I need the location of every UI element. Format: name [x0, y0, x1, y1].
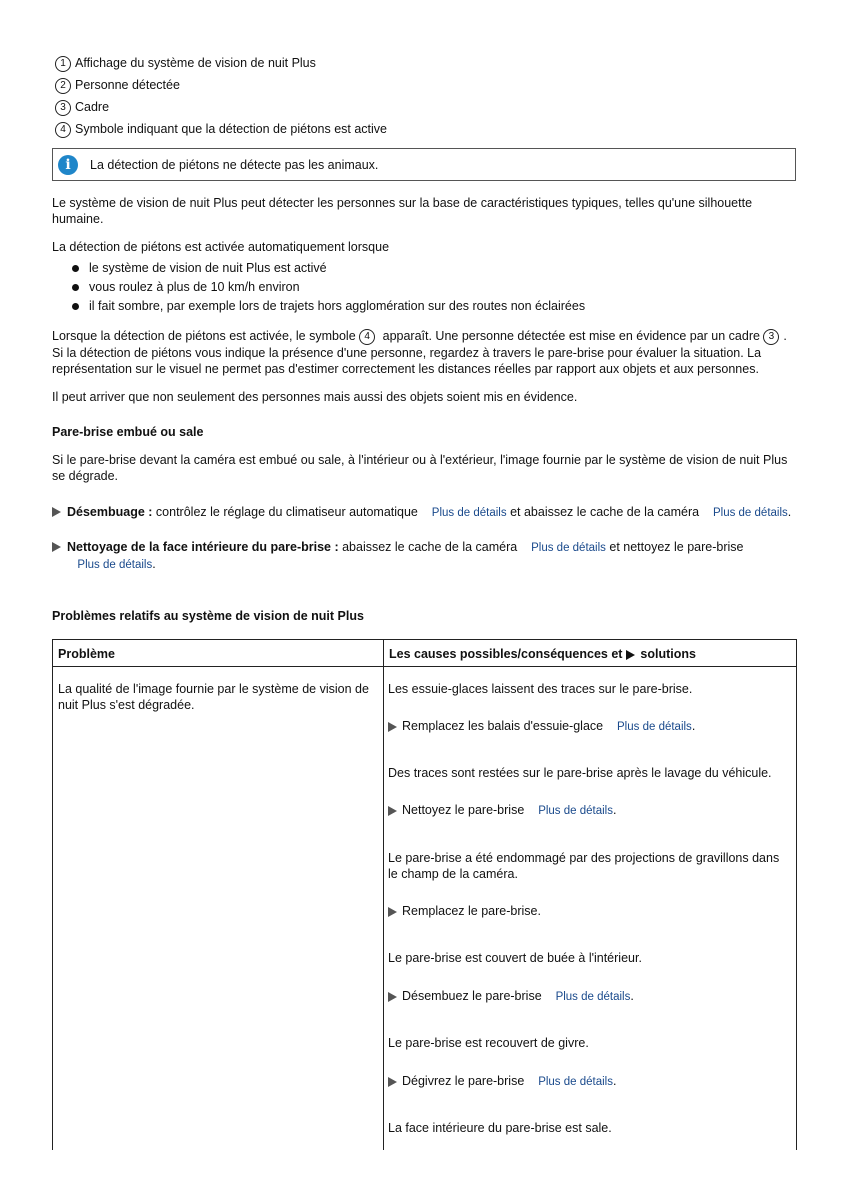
solution-text: Nettoyez le pare-brise [402, 803, 525, 817]
bullet-dot [72, 265, 79, 272]
details-link[interactable]: Plus de détails [712, 507, 788, 519]
table-divider [52, 666, 797, 667]
paragraph-text: Si la détection de piétons vous indique la présence d'une personne, regardez à travers le pare-brise pour évaluer la situation. La représentation sur le visuel ne permet pas d'estimer correctement les distances réelles par rapport aux objets et aux personnes. [52, 345, 762, 376]
bullet-text: il fait sombre, par exemple lors de trajets hors agglomération sur des routes non éclairées [89, 299, 586, 313]
solution-text: Dégivrez le pare-brise [402, 1074, 525, 1088]
bullet-dot [72, 303, 79, 310]
solution-text: Remplacez le pare-brise. [402, 904, 541, 918]
solution-text: . [691, 719, 696, 733]
table-divider [383, 639, 384, 1150]
paragraph [52, 328, 800, 377]
paragraph: Le système de vision de nuit Plus peut détecter les personnes sur la base de caractéristiques typiques, telles qu'une silhouette humaine. [52, 196, 753, 226]
legend-item [55, 120, 387, 138]
solution-step [388, 988, 792, 1005]
solution-text: . [630, 989, 634, 1003]
solution-step [388, 903, 792, 919]
legend-text: Personne détectée [75, 78, 180, 92]
legend-text: Affichage du système de vision de nuit Plus [75, 56, 316, 70]
cause-text: Le pare-brise a été endommagé par des projections de gravillons dans le champ de la caméra. [388, 851, 780, 881]
arrow-right-icon [388, 806, 397, 816]
arrow-right-icon [388, 1077, 397, 1087]
arrow-right-icon [52, 542, 61, 552]
step-text: . [787, 505, 792, 519]
arrow-right-icon [388, 907, 397, 917]
table-cell: La qualité de l'image fournie par le système de vision de nuit Plus s'est dégradée. [58, 682, 369, 712]
paragraph-text: apparaît. Une personne détectée est mise en évidence par un cadre [379, 329, 764, 343]
cause-text: La face intérieure du pare-brise est sale. [388, 1121, 612, 1135]
legend-text: Symbole indiquant que la détection de piétons est active [75, 122, 388, 136]
instruction-step [52, 539, 800, 573]
solution-text: Désembuez le pare-brise [402, 989, 542, 1003]
step-text: contrôlez le réglage du climatiseur automatique [152, 505, 418, 519]
solution-step [388, 718, 792, 735]
paragraph: La détection de piétons est activée automatiquement lorsque [52, 240, 390, 254]
paragraph: Si le pare-brise devant la caméra est embué ou sale, à l'intérieur ou à l'extérieur, l'image fournie par le système de vision de nuit Plus se dégrade. [52, 453, 788, 483]
callout-number: 3 [55, 100, 71, 116]
section-heading: Problèmes relatifs au système de vision de nuit Plus [52, 609, 364, 623]
cause-text: Le pare-brise est recouvert de givre. [388, 1036, 589, 1050]
bullet-text: le système de vision de nuit Plus est activé [89, 261, 327, 275]
note-text: La détection de piétons ne détecte pas les animaux. [90, 158, 379, 172]
details-link[interactable]: Plus de détails [555, 991, 631, 1003]
details-link[interactable]: Plus de détails [431, 507, 507, 519]
legend-text: Cadre [75, 100, 110, 114]
arrow-right-icon [52, 507, 61, 517]
callout-number: 1 [55, 56, 71, 72]
solution-step [388, 1073, 792, 1090]
info-icon: i [58, 155, 78, 175]
table-header [389, 646, 696, 662]
table-header: Problème [58, 647, 115, 661]
callout-number: 4 [359, 329, 375, 345]
cause-text: Le pare-brise est couvert de buée à l'intérieur. [388, 951, 642, 965]
step-text: . [152, 557, 156, 571]
paragraph: Il peut arriver que non seulement des personnes mais aussi des objets soient mis en évidence. [52, 390, 578, 404]
solution-text: Remplacez les balais d'essuie-glace [402, 719, 604, 733]
solution-text: . [612, 1074, 617, 1088]
cause-text: Des traces sont restées sur le pare-brise après le lavage du véhicule. [388, 766, 772, 780]
bullet-dot [72, 284, 79, 291]
details-link[interactable]: Plus de détails [538, 1076, 613, 1088]
bullet-text: vous roulez à plus de 10 km/h environ [89, 280, 300, 294]
details-link[interactable]: Plus de détails [531, 542, 606, 554]
details-link[interactable]: Plus de détails [77, 559, 153, 571]
arrow-right-icon [626, 650, 635, 660]
solution-step [388, 802, 792, 819]
table-header-text: Les causes possibles/conséquences et [389, 647, 626, 661]
legend-item [55, 98, 109, 116]
details-link[interactable]: Plus de détails [617, 721, 692, 733]
arrow-right-icon [388, 722, 397, 732]
paragraph-text: . [783, 329, 787, 343]
callout-number: 4 [55, 122, 71, 138]
arrow-right-icon [388, 992, 397, 1002]
callout-number: 2 [55, 78, 71, 94]
instruction-step [52, 504, 800, 521]
callout-number: 3 [763, 329, 779, 345]
legend-item [55, 54, 316, 72]
legend-item [55, 76, 180, 94]
details-link[interactable]: Plus de détails [538, 805, 613, 817]
solution-text: . [612, 803, 617, 817]
table-header-text: solutions [636, 647, 696, 661]
step-title: Désembuage : [67, 505, 153, 519]
step-text: abaissez le cache de la caméra [338, 540, 518, 554]
step-text: et abaissez le cache de la caméra [506, 505, 700, 519]
paragraph-text: Lorsque la détection de piétons est activée, le symbole [52, 329, 360, 343]
step-title: Nettoyage de la face intérieure du pare-brise : [67, 540, 339, 554]
info-note [52, 148, 796, 181]
step-text: et nettoyez le pare-brise [605, 540, 744, 554]
cause-text: Les essuie-glaces laissent des traces sur le pare-brise. [388, 682, 693, 696]
section-heading: Pare-brise embué ou sale [52, 425, 204, 439]
